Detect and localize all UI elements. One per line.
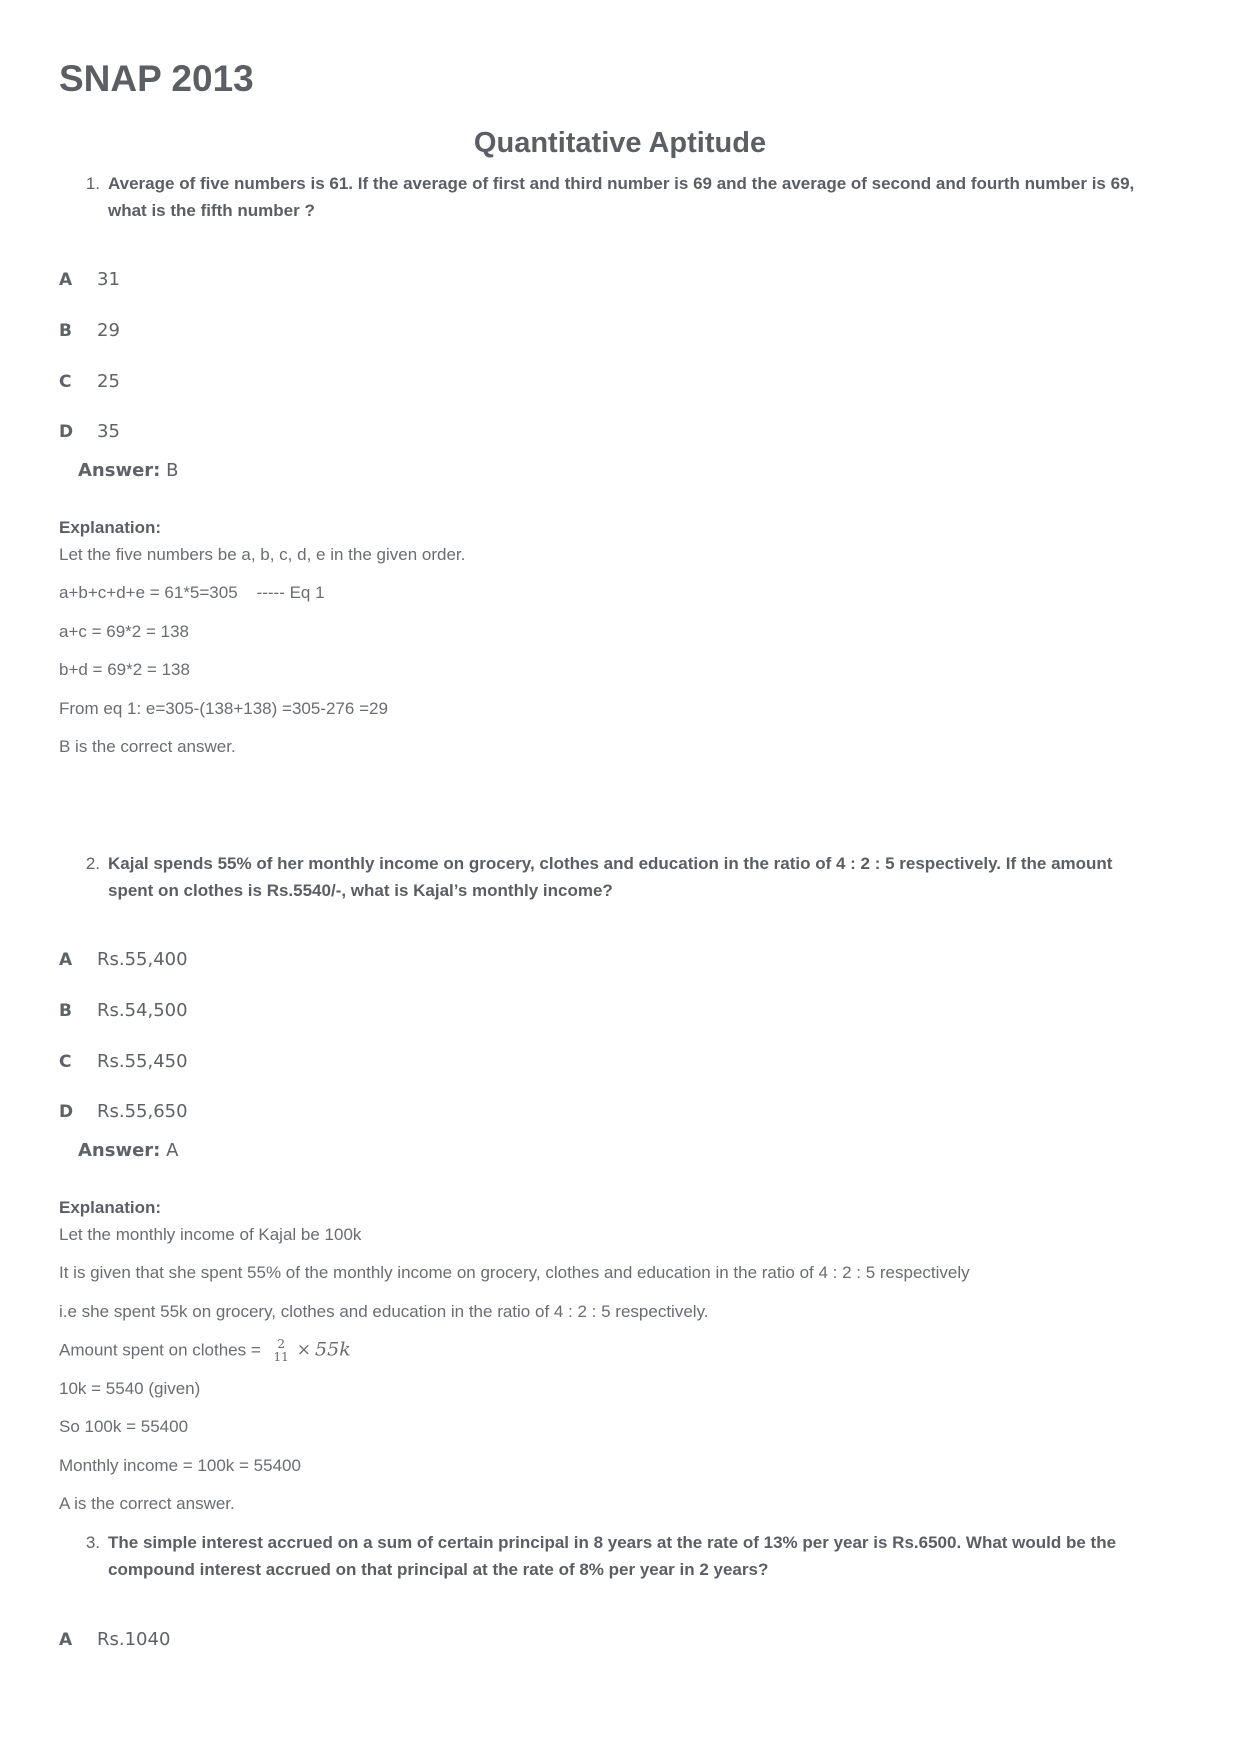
answer-label: Answer: bbox=[78, 1140, 161, 1161]
question-number: 2. bbox=[85, 854, 100, 873]
explanation-line: i.e she spent 55k on grocery, clothes and education in the ratio of 4 : 2 : 5 respectively. bbox=[59, 1302, 709, 1321]
option-value: 31 bbox=[97, 269, 120, 290]
explanation-line: 10k = 5540 (given) bbox=[59, 1379, 201, 1398]
question-text-line: Kajal spends 55% of her monthly income on grocery, clothes and education in the ratio of 4 : 2 : 5 respectively. If the amount bbox=[108, 854, 1113, 873]
explanation-line: Monthly income = 100k = 55400 bbox=[59, 1456, 301, 1475]
explanation-heading: Explanation: bbox=[59, 518, 162, 537]
option-value: Rs.55,450 bbox=[97, 1051, 188, 1072]
option-letter: B bbox=[59, 321, 72, 341]
section-title: Quantitative Aptitude bbox=[473, 127, 767, 159]
explanation-line: a+b+c+d+e = 61*5=305 ----- Eq 1 bbox=[59, 583, 325, 602]
answer-value: B bbox=[166, 460, 179, 481]
option-value: 29 bbox=[97, 320, 120, 341]
question-text-line: compound interest accrued on that principal at the rate of 8% per year in 2 years? bbox=[108, 1559, 769, 1579]
option-letter: B bbox=[59, 1001, 72, 1021]
option-value: 25 bbox=[97, 371, 120, 392]
question-text-line: The simple interest accrued on a sum of certain principal in 8 years at the rate of 13% per year is Rs.6500. What would be the bbox=[108, 1533, 1117, 1552]
explanation-line: So 100k = 55400 bbox=[59, 1417, 189, 1436]
explanation-line: From eq 1: e=305-(138+138) =305-276 =29 bbox=[59, 699, 388, 718]
answer-label: Answer: bbox=[78, 460, 161, 481]
option-value: 35 bbox=[97, 421, 120, 442]
explanation-line: b+d = 69*2 = 138 bbox=[59, 660, 190, 679]
explanation-line: Amount spent on clothes = bbox=[59, 1340, 261, 1360]
question-text bbox=[108, 171, 1188, 224]
explanation-line: Let the monthly income of Kajal be 100k bbox=[59, 1225, 362, 1244]
times-operator: × bbox=[296, 1340, 312, 1361]
question-text bbox=[108, 1530, 1188, 1583]
answer-line bbox=[78, 460, 178, 481]
fraction-denominator: 11 bbox=[273, 1350, 289, 1364]
option-letter: A bbox=[59, 270, 73, 290]
explanation-line: It is given that she spent 55% of the monthly income on grocery, clothes and education in the ratio of 4 : 2 : 5 respectively bbox=[59, 1263, 970, 1282]
formula-line bbox=[59, 1338, 351, 1364]
option-value: Rs.54,500 bbox=[97, 1000, 188, 1021]
explanation-line: Let the five numbers be a, b, c, d, e in the given order. bbox=[59, 545, 466, 564]
explanation-heading: Explanation: bbox=[59, 1198, 162, 1217]
option-letter: D bbox=[59, 422, 74, 442]
answer-value: A bbox=[166, 1140, 179, 1161]
option-letter: C bbox=[59, 372, 72, 392]
option-value: Rs.1040 bbox=[97, 1629, 171, 1650]
question-number: 1. bbox=[85, 174, 100, 193]
question-text-line: spent on clothes is Rs.5540/-, what is Kajal’s monthly income? bbox=[108, 880, 613, 900]
answer-line bbox=[78, 1140, 178, 1161]
explanation-line: B is the correct answer. bbox=[59, 737, 236, 756]
explanation-line: a+c = 69*2 = 138 bbox=[59, 622, 189, 641]
question-text-line: what is the fifth number ? bbox=[108, 200, 315, 220]
fraction bbox=[274, 1338, 289, 1364]
option-letter: D bbox=[59, 1102, 74, 1122]
option-value: Rs.55,400 bbox=[97, 949, 188, 970]
option-value: Rs.55,650 bbox=[97, 1101, 188, 1122]
option-letter: C bbox=[59, 1052, 72, 1072]
option-letter: A bbox=[59, 950, 73, 970]
document-title: SNAP 2013 bbox=[59, 58, 254, 99]
question-text-line: Average of five numbers is 61. If the average of first and third number is 69 and the average of second and fourth number is 69, bbox=[108, 174, 1135, 193]
explanation-line: A is the correct answer. bbox=[59, 1494, 235, 1513]
option-letter: A bbox=[59, 1630, 73, 1650]
question-number: 3. bbox=[85, 1533, 100, 1552]
question-text bbox=[108, 851, 1188, 904]
formula-term: 55k bbox=[315, 1338, 351, 1361]
fraction-numerator: 2 bbox=[277, 1337, 285, 1351]
